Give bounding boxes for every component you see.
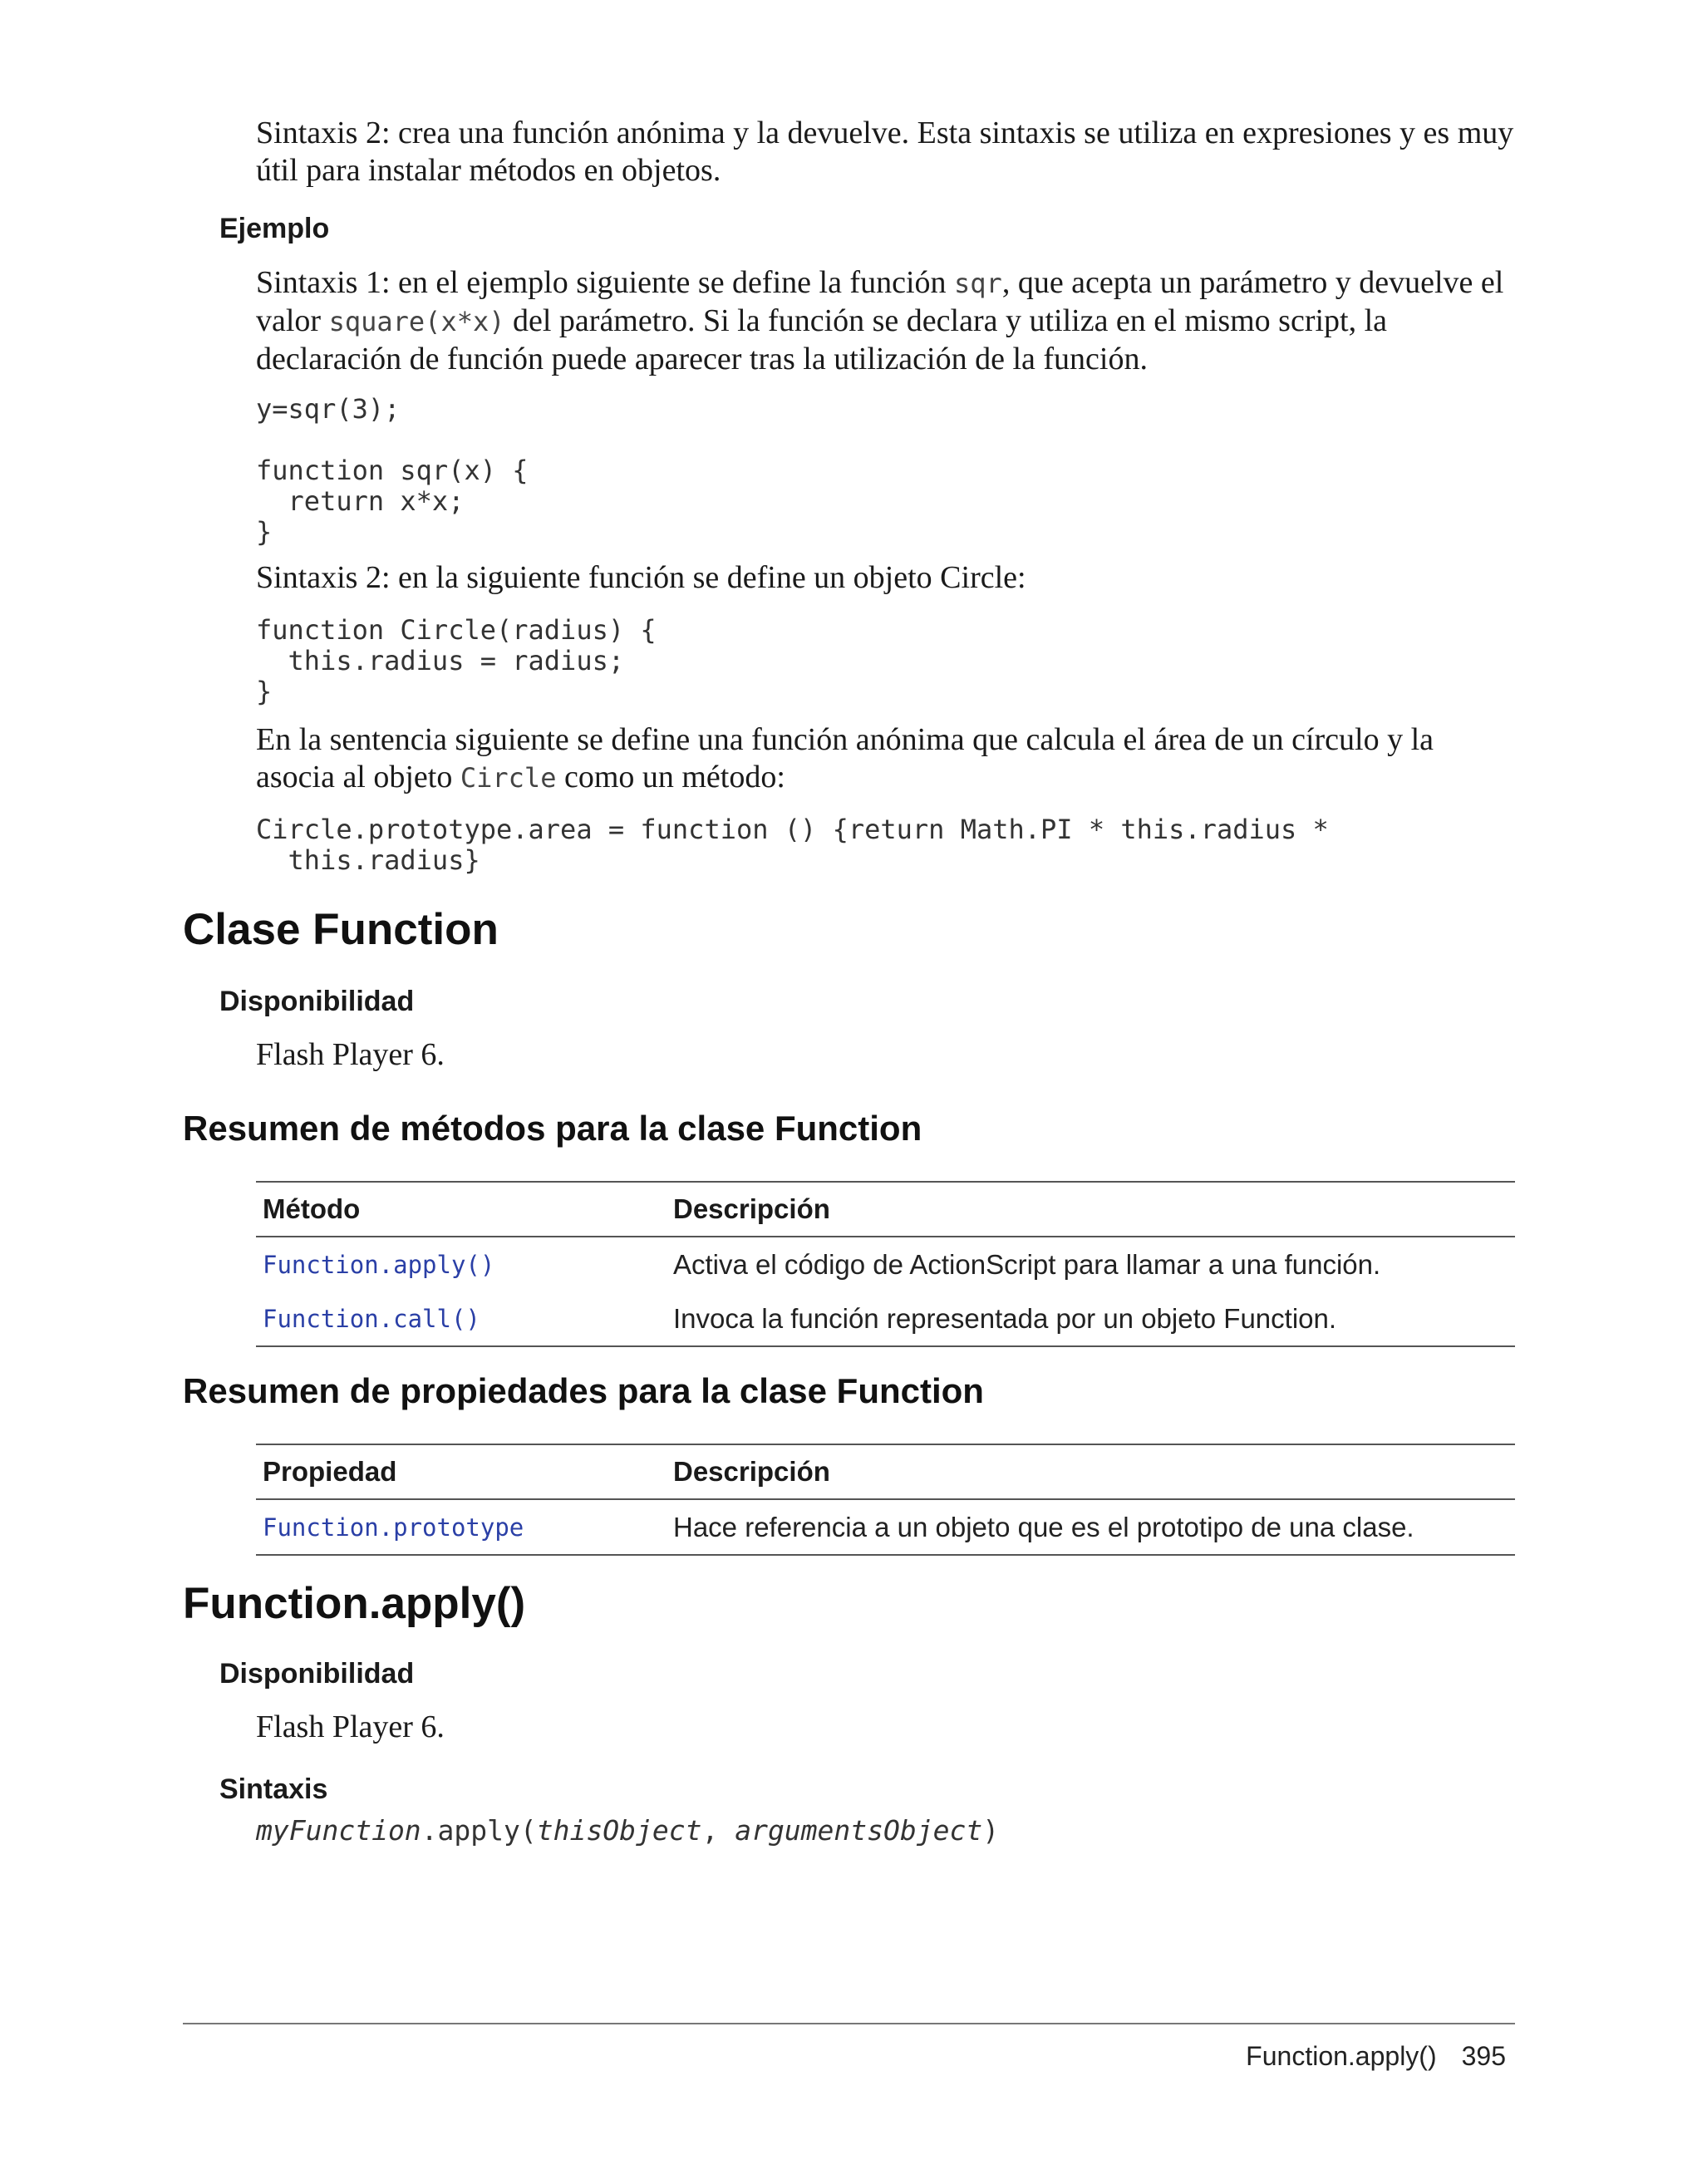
properties-table	[256, 1444, 1515, 1556]
syntax-signature	[256, 1814, 999, 1847]
column-header-description: Descripción	[667, 1182, 1515, 1237]
example-paragraph-3	[256, 721, 1515, 797]
availability-heading: Disponibilidad	[219, 1658, 415, 1690]
table-row	[256, 1237, 1515, 1291]
footer-divider	[183, 2023, 1515, 2024]
property-link-prototype[interactable]: Function.prototype	[256, 1499, 667, 1555]
code-block-circle: function Circle(radius) { this.radius = radius; }	[256, 614, 657, 707]
table-row	[256, 1499, 1515, 1555]
code-block-sqr: y=sqr(3); function sqr(x) { return x*x; }	[256, 393, 529, 548]
column-header-description: Descripción	[667, 1444, 1515, 1499]
text-run: En la sentencia siguiente se define una función anónima que calcula el área de un círculo y la asocia al objeto	[256, 722, 1434, 794]
example-paragraph-2: Sintaxis 2: en la siguiente función se define un objeto Circle:	[256, 560, 1026, 595]
page-number: 395	[1461, 2041, 1506, 2071]
syntax2-paragraph: Sintaxis 2: crea una función anónima y la devuelve. Esta sintaxis se utiliza en expresiones y es muy útil para instalar métodos en objetos.	[256, 116, 1514, 188]
page-footer	[1246, 2041, 1506, 2072]
syntax-arg-this-object: thisObject	[536, 1814, 702, 1847]
syntax-heading: Sintaxis	[219, 1773, 328, 1805]
syntax-method: .apply(	[421, 1814, 537, 1847]
methods-summary-heading: Resumen de métodos para la clase Function	[183, 1109, 922, 1148]
function-apply-title: Function.apply()	[183, 1579, 526, 1628]
class-function-title: Clase Function	[183, 905, 499, 954]
example-heading: Ejemplo	[219, 213, 330, 244]
method-description: Activa el código de ActionScript para llamar a una función.	[673, 1248, 1381, 1280]
table-row	[256, 1291, 1515, 1346]
inline-code-square: square(x*x)	[328, 306, 505, 337]
inline-code-sqr: sqr	[954, 268, 1002, 299]
text-run: del parámetro. Si la función se declara y utiliza en el mismo script, la declaración de función puede aparecer tras la utilización de la función.	[256, 303, 1388, 376]
table-header-row	[256, 1182, 1515, 1237]
method-description: Invoca la función representada por un objeto Function.	[667, 1291, 1515, 1346]
availability-text: Flash Player 6.	[256, 1709, 445, 1744]
methods-table	[256, 1181, 1515, 1347]
inline-code-circle: Circle	[460, 762, 557, 794]
syntax-arg-arguments-object: argumentsObject	[735, 1814, 983, 1847]
property-description: Hace referencia a un objeto que es el prototipo de una clase.	[667, 1499, 1515, 1555]
column-header-method: Método	[256, 1182, 667, 1237]
method-link-call[interactable]: Function.call()	[256, 1291, 667, 1346]
syntax-object: myFunction	[256, 1814, 421, 1847]
text-run: , que acepta un parámetro y devuelve el valor	[256, 265, 1504, 338]
method-link-apply[interactable]: Function.apply()	[263, 1250, 495, 1279]
column-header-property: Propiedad	[256, 1444, 667, 1499]
availability-heading: Disponibilidad	[219, 986, 415, 1017]
footer-title: Function.apply()	[1246, 2041, 1437, 2071]
table-header-row	[256, 1444, 1515, 1499]
code-block-area: Circle.prototype.area = function () {return Math.PI * this.radius * this.radius}	[256, 814, 1329, 876]
syntax-close: )	[982, 1814, 1000, 1847]
text-run: Sintaxis 1: en el ejemplo siguiente se define la función	[256, 265, 955, 300]
properties-summary-heading: Resumen de propiedades para la clase Function	[183, 1371, 984, 1410]
example-paragraph-1	[256, 264, 1515, 378]
text-run: como un método:	[556, 760, 785, 794]
availability-text: Flash Player 6.	[256, 1037, 445, 1072]
syntax-separator: ,	[701, 1814, 735, 1847]
